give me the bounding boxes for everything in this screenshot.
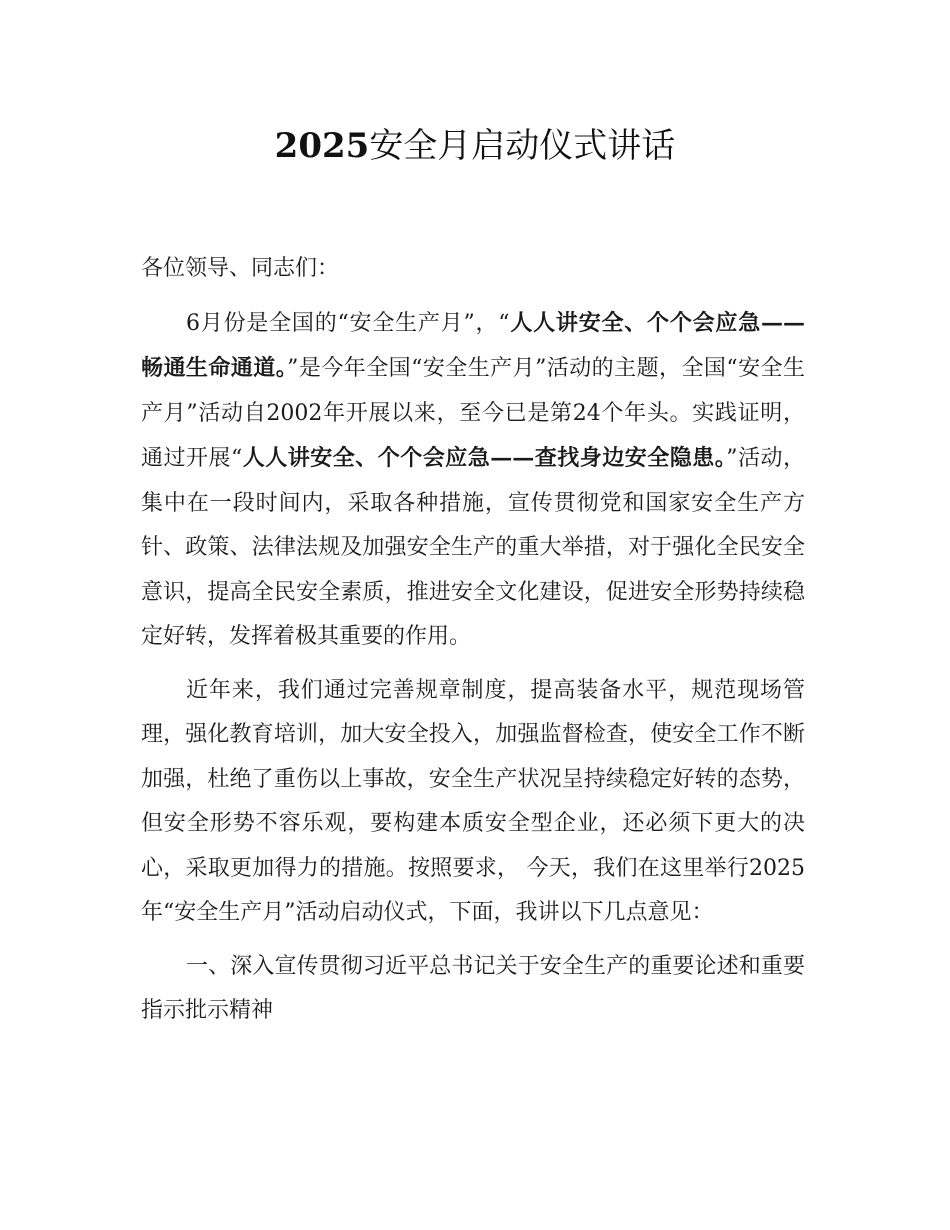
title-text: 安全月启动仪式讲话 xyxy=(369,126,676,166)
salutation: 各位领导、同志们： xyxy=(141,256,340,281)
paragraph-2: 近年来，我们通过完善规章制度，提高装备水平，规范现场管理，强化教育培训，加大安全投入，加强监督检查，使安全工作不断加强，杜绝了重伤以上事故，安全生产状况呈持续稳定好转的态势，但安全形势不容乐观，要构建本质安全型企业，还必须下更大的决心，采取更加得力的措施。按照要求， 今天，我们在这里举行2025年“安全生产月”活动启动仪式，下面，我讲以下几点意见： xyxy=(141,677,805,925)
paragraph-1 xyxy=(141,301,805,660)
paragraph-1-part-c: ”是今年全国“安全生产月”活动的主题，全国“安全生产月”活动自2002年开展以来，至今已是第24个年头。实践证明，通过开展“ xyxy=(141,356,805,471)
document-title xyxy=(0,120,950,172)
paragraph-1-part-e: ”活动，集中在一段时间内，采取各种措施，宣传贯彻党和国家安全生产方针、政策、法律法规及加强安全生产的重大举措，对于强化全民安全意识，提高全民安全素质，推进安全文化建设，促进安全形势持续稳定好转，发挥着极其重要的作用。 xyxy=(141,446,805,649)
section-heading-1: 一、深入宣传贯彻习近平总书记关于安全生产的重要论述和重要指示批示精神 xyxy=(141,953,805,1023)
theme-slogan: 人人讲安全、个个会应急——畅通生命通道。 xyxy=(141,309,805,381)
title-year: 2025 xyxy=(274,126,370,166)
activity-slogan: 人人讲安全、个个会应急——查找身边安全隐患。 xyxy=(242,445,727,471)
document-body xyxy=(141,247,805,1043)
paragraph-1-part-a: 6月份是全国的“安全生产月”，“ xyxy=(186,310,510,336)
